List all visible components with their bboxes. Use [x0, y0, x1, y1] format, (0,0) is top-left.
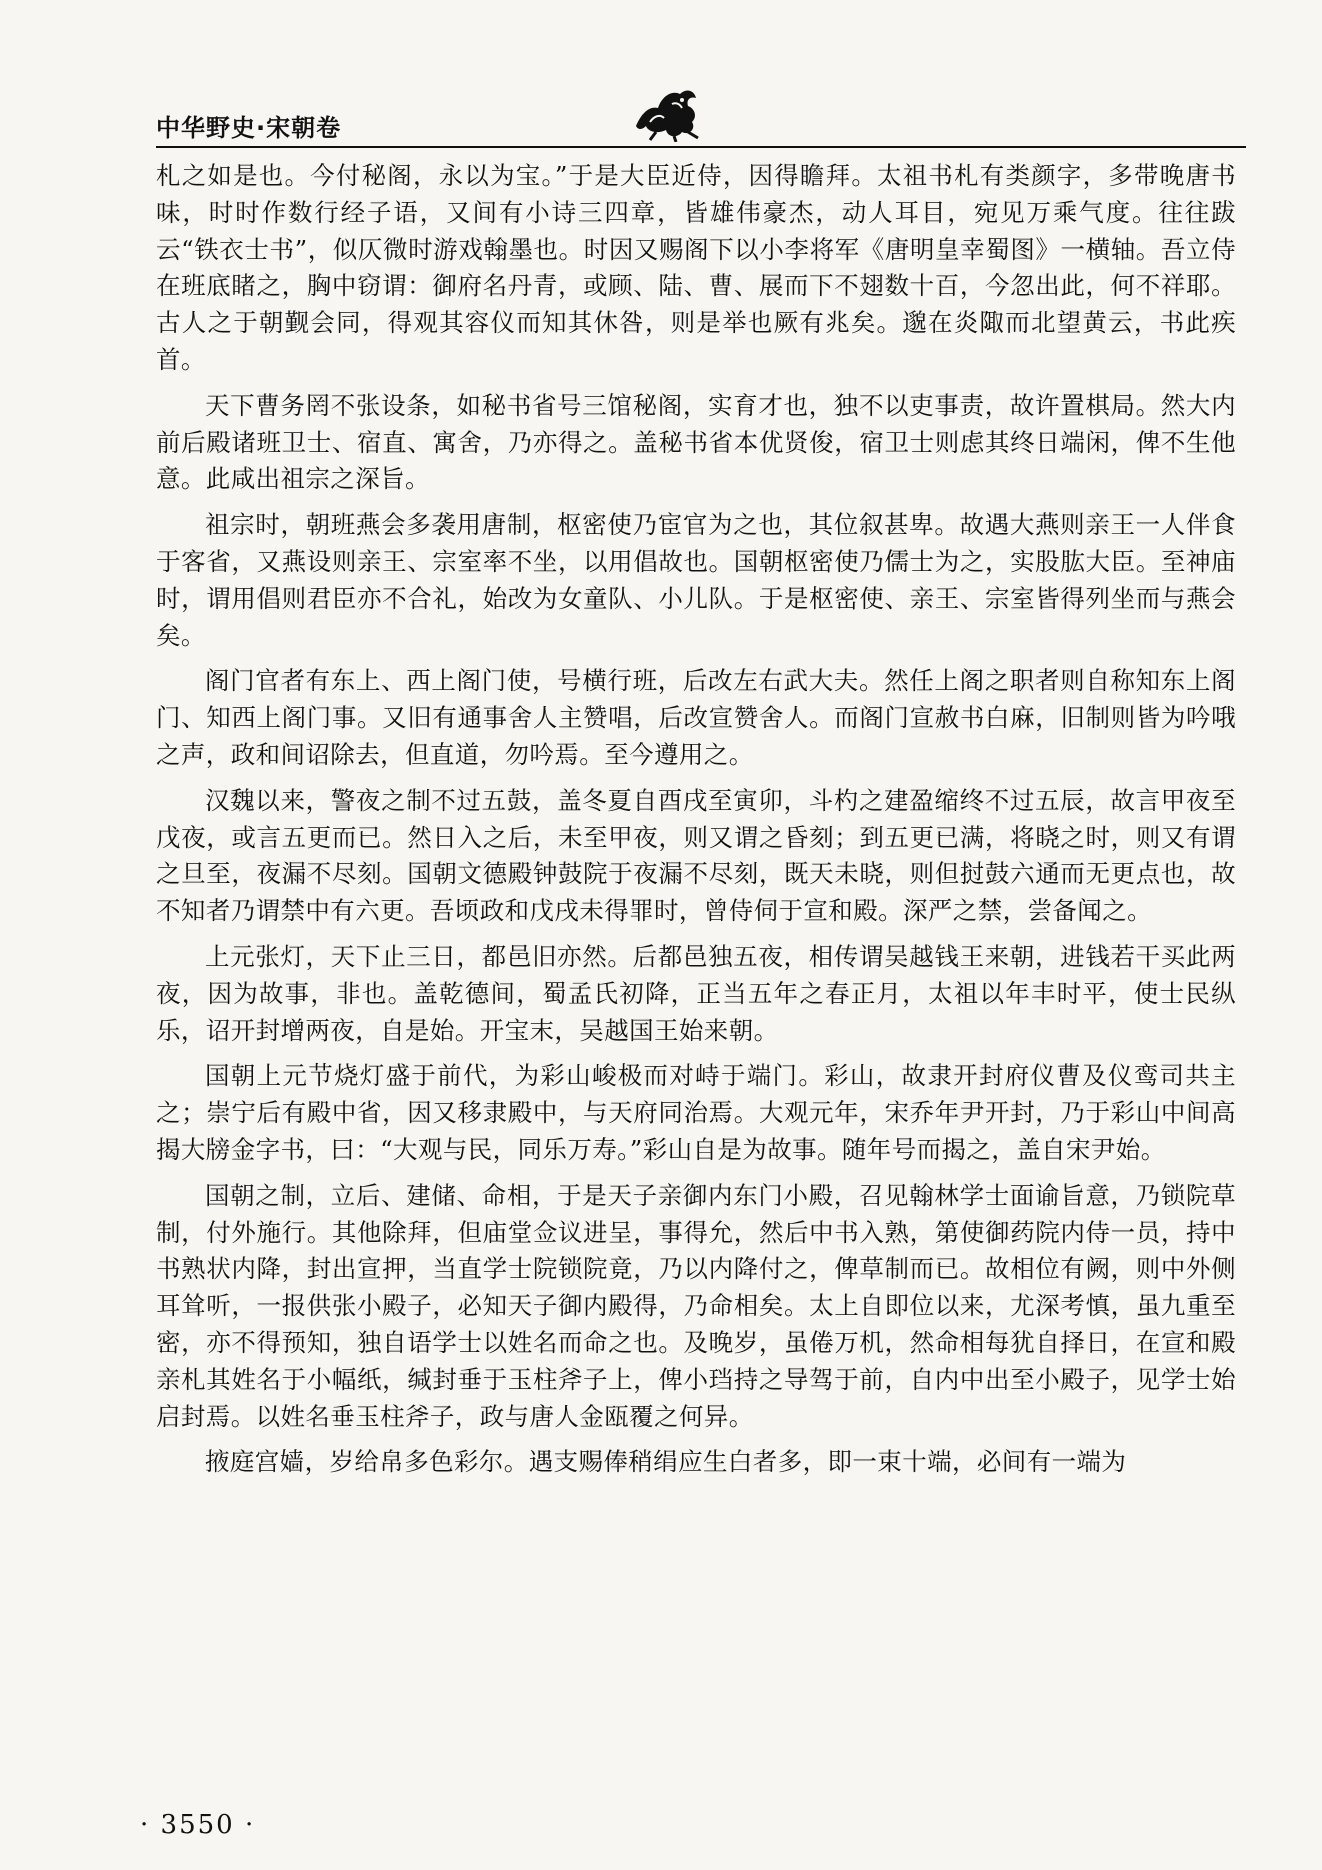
paragraph: 上元张灯，天下止三日，都邑旧亦然。后都邑独五夜，相传谓吴越钱王来朝，进钱若干买此两夜，因为故事，非也。盖乾德间，蜀孟氏初降，正当五年之春正月，太祖以年丰时平，使士民纵乐，诏开封增两夜，自是始。开宝末，吴越国王始来朝。 — [156, 941, 1236, 1045]
dragon-emblem-icon — [628, 82, 706, 142]
book-title: 中华野史·宋朝卷 — [156, 114, 342, 142]
paragraph: 天下曹务罔不张设条，如秘书省号三馆秘阁，实育才也，独不以吏事责，故许置棋局。然大内前后殿诸班卫士、宿直、寓舍，乃亦得之。盖秘书省本优贤俊，宿卫士则虑其终日端闲，俾不生他意。此咸出祖宗之深旨。 — [156, 390, 1236, 494]
paragraph: 札之如是也。今付秘阁，永以为宝。”于是大臣近侍，因得瞻拜。太祖书札有类颜字，多带晚唐书味，时时作数行经子语，又间有小诗三四章，皆雄伟豪杰，动人耳目，宛见万乘气度。往往跋云“铁衣士书”，似仄微时游戏翰墨也。时因又赐阁下以小李将军《唐明皇幸蜀图》一横轴。吾立侍在班底睹之，胸中窃谓：御府名丹青，或顾、陆、曹、展而下不翅数十百，今忽出此，何不祥耶。古人之于朝觐会同，得观其容仪而知其休咎，则是举也厥有兆矣。邈在炎陬而北望黄云，书此疾首。 — [156, 161, 1236, 374]
running-header — [128, 78, 1238, 148]
paragraph: 祖宗时，朝班燕会多袭用唐制，枢密使乃宦官为之也，其位叙甚卑。故遇大燕则亲王一人伴食于客省，又燕设则亲王、宗室率不坐，以用倡故也。国朝枢密使乃儒士为之，实股肱大臣。至神庙时，谓用倡则君臣亦不合礼，始改为女童队、小儿队。于是枢密使、亲王、宗室皆得列坐而与燕会矣。 — [156, 510, 1236, 650]
paragraph: 国朝上元节烧灯盛于前代，为彩山峻极而对峙于端门。彩山，故隶开封府仪曹及仪鸾司共主之；崇宁后有殿中省，因又移隶殿中，与天府同治焉。大观元年，宋乔年尹开封，乃于彩山中间高揭大牓金字书，曰：“大观与民，同乐万寿。”彩山自是为故事。随年号而揭之，盖自宋尹始。 — [156, 1061, 1236, 1164]
paragraph: 掖庭宫嫱，岁给帛多色彩尔。遇支赐俸稍绢应生白者多，即一束十端，必间有一端为 — [205, 1447, 1127, 1477]
paragraph: 国朝之制，立后、建储、命相，于是天子亲御内东门小殿，召见翰林学士面谕旨意，乃锁院草制，付外施行。其他除拜，但庙堂佥议进呈，事得允，然后中书入熟，第使御药院内侍一员，持中书熟状内降，封出宣押，当直学士院锁院竟，乃以内降付之，俾草制而已。故相位有阙，则中外侧耳耸听，一报供张小殿子，必知天子御内殿得，乃命相矣。太上自即位以来，尤深考慎，虽九重至密，亦不得预知，独自语学士以姓名而命之也。及晚岁，虽倦万机，然命相每犹自择日，在宣和殿亲札其姓名于小幅纸，缄封垂于玉柱斧子上，俾小珰持之导驾于前，自内中出至小殿子，见学士始启封焉。以姓名垂玉柱斧子，政与唐人金瓯覆之何异。 — [156, 1180, 1236, 1431]
paragraph: 汉魏以来，警夜之制不过五鼓，盖冬夏自酉戌至寅卯，斗杓之建盈缩终不过五辰，故言甲夜至戊夜，或言五更而已。然日入之后，未至甲夜，则又谓之昏刻；到五更已满，将晓之时，则又有谓之旦至，夜漏不尽刻。国朝文德殿钟鼓院于夜漏不尽刻，既天未晓，则但挝鼓六通而无更点也，故不知者乃谓禁中有六更。吾顷政和戊戌未得罪时，曾侍伺于宣和殿。深严之禁，尝备闻之。 — [156, 785, 1236, 926]
header-rule — [156, 146, 1246, 148]
page-number: · 3550 · — [140, 1810, 256, 1840]
paragraph: 阁门官者有东上、西上阁门使，号横行班，后改左右武大夫。然任上阁之职者则自称知东上阁门、知西上阁门事。又旧有通事舍人主赞唱，后改宣赞舍人。而阁门宣赦书白麻，旧制则皆为吟哦之声，政和间诏除去，但直道，勿吟焉。至今遵用之。 — [156, 666, 1236, 769]
body-text — [156, 158, 1236, 1490]
